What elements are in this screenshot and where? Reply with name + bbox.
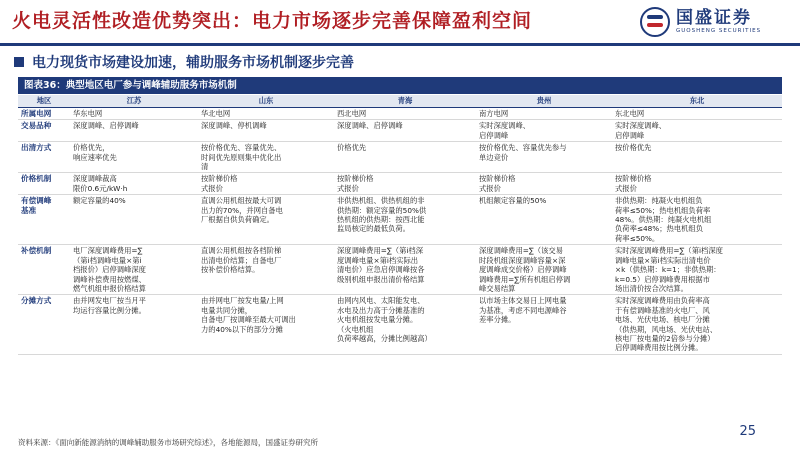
column-header: 江苏 bbox=[70, 95, 198, 108]
table-cell: 非供热期：纯凝火电机组负 荷率≤50%；热电机组负荷率 48%。供热期：纯凝火电机组 负荷率≤48%；热电机组负 荷率≤50%。 bbox=[612, 195, 782, 245]
row-label: 价格机制 bbox=[18, 173, 70, 195]
logo-name-en: GUOSHENG SECURITIES bbox=[676, 28, 762, 34]
table-cell: 按阶梯价格 式报价 bbox=[612, 173, 782, 195]
table-cell: 电厂深度调峰费用=∑ （第i档调峰电量×第i 档报价）启停调峰深度 调峰补偿费用按燃煤、 燃气机组申报价格结算 bbox=[70, 245, 198, 295]
table-cell: 华北电网 bbox=[198, 108, 334, 120]
column-header: 东北 bbox=[612, 95, 782, 108]
bullet-square-icon bbox=[14, 57, 24, 67]
row-label: 有偿调峰 基准 bbox=[18, 195, 70, 245]
table-cell: 价格优先 bbox=[334, 142, 476, 173]
table-cell: 按阶梯价格 式报价 bbox=[476, 173, 612, 195]
table-cell: 深度调峰裁高 限价0.6元/kW·h bbox=[70, 173, 198, 195]
section-heading bbox=[14, 52, 354, 72]
title-bar bbox=[0, 0, 800, 44]
market-mechanism-table bbox=[18, 95, 782, 355]
row-label: 补偿机制 bbox=[18, 245, 70, 295]
table-cell: 实时深度调峰、 启停调峰 bbox=[612, 120, 782, 142]
table-cell: 由并网发电厂按当月平 均运行容量比例分摊。 bbox=[70, 295, 198, 354]
table-cell: 机组额定容量的50% bbox=[476, 195, 612, 245]
table-cell: 按价格优先 bbox=[612, 142, 782, 173]
row-label: 交易品种 bbox=[18, 120, 70, 142]
table-cell: 非供热机组、供热机组的非 供热期：额定容量的50%供 热机组的供热期：按西北能 监局核定的最低负荷。 bbox=[334, 195, 476, 245]
company-logo bbox=[640, 4, 790, 40]
table-cell: 按阶梯价格 式报价 bbox=[198, 173, 334, 195]
column-header: 山东 bbox=[198, 95, 334, 108]
figure-caption: 图表36：典型地区电厂参与调峰辅助服务市场机制 bbox=[18, 77, 782, 94]
table-row bbox=[18, 108, 782, 120]
logo-text bbox=[676, 9, 761, 35]
section-heading-text: 电力现货市场建设加速，辅助服务市场机制逐步完善 bbox=[32, 55, 354, 71]
table-cell: 深度调峰、启停调峰 bbox=[334, 120, 476, 142]
table-row bbox=[18, 295, 782, 354]
table-cell: 按价格优先、容量优先参与 单边竞价 bbox=[476, 142, 612, 173]
table-cell: 实时深度调峰费用=∑（第i档深度 调峰电量×第i档实际出清电价 ×k（供热期：k=1；非供热期： k=0.5）启停调峰费用根据市 场出清价按合次结算。 bbox=[612, 245, 782, 295]
table-cell: 深度调峰费用=∑（该交易 时段机组深度调峰容量×深 度调峰成交价格）启停调峰 调峰费用=∑所有机组启停调 峰交易结算 bbox=[476, 245, 612, 295]
table-cell: 西北电网 bbox=[334, 108, 476, 120]
source-note: 资料来源：《面向新能源消纳的调峰辅助服务市场研究综述》，各地能源局，国盛证券研究所 bbox=[18, 438, 318, 447]
table-cell: 南方电网 bbox=[476, 108, 612, 120]
table-cell: 实时深度调峰、 启停调峰 bbox=[476, 120, 612, 142]
table-cell: 由网内风电、太阳能发电、 水电及出力高于分摊基准的 火电机组按发电量分摊。 （火电机组 负荷率越高，分摊比例越高） bbox=[334, 295, 476, 354]
page-number: 25 bbox=[739, 424, 756, 439]
table-cell: 按阶梯价格 式报价 bbox=[334, 173, 476, 195]
table-row bbox=[18, 120, 782, 142]
row-label: 出清方式 bbox=[18, 142, 70, 173]
table-cell: 以市场主体交易日上网电量 为基准，考虑不同电源峰谷 差率分摊。 bbox=[476, 295, 612, 354]
table-cell: 直调公用机组按各档阶梯 出清电价结算；自备电厂 按补偿价格结算。 bbox=[198, 245, 334, 295]
table-cell: 深度调峰费用=∑（第i档深 度调峰电量×第i档实际出 清电价）应急启停调峰按各 级别机组申报出清价格结算 bbox=[334, 245, 476, 295]
row-label: 分摊方式 bbox=[18, 295, 70, 354]
table-header-row bbox=[18, 95, 782, 108]
title-divider bbox=[0, 43, 800, 46]
table-cell: 深度调峰、启停调峰 bbox=[70, 120, 198, 142]
column-header: 青海 bbox=[334, 95, 476, 108]
row-label: 所属电网 bbox=[18, 108, 70, 120]
slide-title: 火电灵活性改造优势突出：电力市场逐步完善保障盈利空间 bbox=[12, 10, 533, 32]
logo-emblem-icon bbox=[640, 7, 670, 37]
table-row bbox=[18, 142, 782, 173]
column-header: 贵州 bbox=[476, 95, 612, 108]
table-cell: 由并网电厂按发电量/上网 电量共同分摊， 自备电厂按调峰至最大可调出 力的40%以下的部分分摊 bbox=[198, 295, 334, 354]
table-row bbox=[18, 173, 782, 195]
table-row bbox=[18, 195, 782, 245]
table-cell: 额定容量的40% bbox=[70, 195, 198, 245]
table-cell: 深度调峰、停机调峰 bbox=[198, 120, 334, 142]
column-header: 地区 bbox=[18, 95, 70, 108]
table-cell: 按价格优先、容量优先、 时间优先原则集中优化出 清 bbox=[198, 142, 334, 173]
table-cell: 东北电网 bbox=[612, 108, 782, 120]
table-cell: 华东电网 bbox=[70, 108, 198, 120]
table-cell: 直调公用机组按最大可调 出力的70%，并网自备电 厂根据自供负荷确定。 bbox=[198, 195, 334, 245]
table-cell: 价格优先， 响应速率优先 bbox=[70, 142, 198, 173]
logo-name-cn: 国盛证券 bbox=[676, 8, 752, 28]
table-row bbox=[18, 245, 782, 295]
table-cell: 实时深度调峰费用由负荷率高 于有偿调峰基准的火电厂、风 电场、光伏电场、核电厂分摊 （供热期，风电场、光伏电站、 核电厂按电量的2倍参与分摊） 启停调峰费用按比例分摊。 bbox=[612, 295, 782, 354]
